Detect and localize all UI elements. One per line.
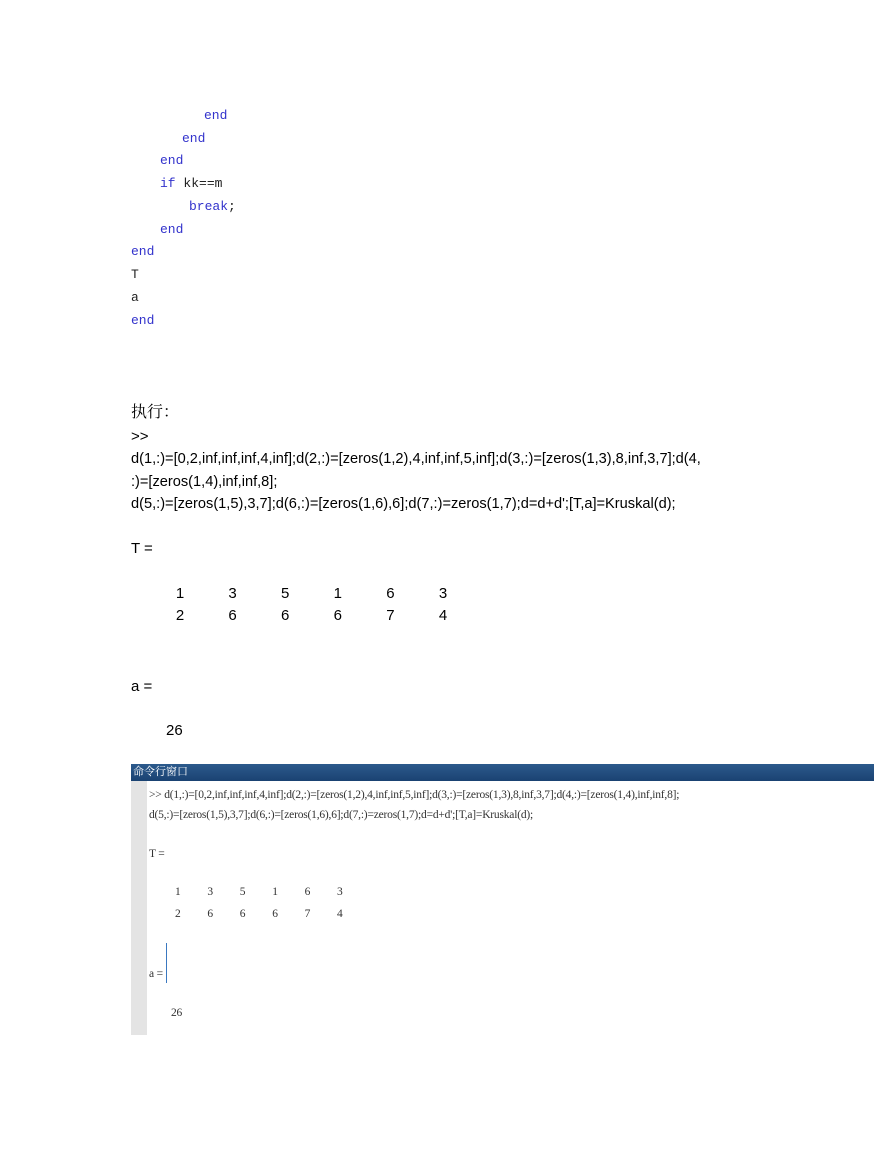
code-text: ; (228, 199, 236, 214)
code-text: T (131, 267, 139, 282)
code-line (182, 131, 205, 147)
code-line (131, 313, 154, 329)
command-line-3: d(5,:)=[zeros(1,5),3,7];d(6,:)=[zeros(1,6),6];d(7,:)=zeros(1,7);d=d+d';[T,a]=Kruskal(d); (131, 496, 676, 512)
matrix-cell: 1 (272, 886, 278, 898)
command-window-screenshot (131, 764, 874, 1035)
result-a-label: a = (131, 678, 153, 695)
matrix-cell: 4 (438, 607, 448, 624)
panel-t-label: T = (149, 848, 165, 860)
matrix-row (0, 607, 893, 627)
code-keyword: break (189, 199, 229, 214)
matrix-cell: 3 (337, 886, 343, 898)
code-line (131, 267, 139, 283)
code-keyword: end (160, 222, 184, 237)
matrix-cell: 3 (207, 886, 214, 898)
matrix-cell: 7 (304, 908, 311, 920)
code-text: a (131, 290, 139, 305)
code-keyword: end (160, 153, 184, 168)
code-line (131, 290, 139, 306)
prompt-marker: >> (131, 428, 149, 445)
matrix-cell: 6 (207, 908, 214, 920)
panel-command-line-2: d(5,:)=[zeros(1,5),3,7];d(6,:)=[zeros(1,6),6];d(7,:)=zeros(1,7);d=d+d';[T,a]=Kruskal(d); (149, 809, 534, 821)
code-text: kk==m (175, 176, 223, 191)
matrix-cell: 7 (386, 607, 395, 624)
matrix-cell: 6 (333, 607, 342, 624)
code-keyword: end (131, 244, 155, 259)
exec-label: 执行： (131, 402, 180, 421)
text-caret (166, 943, 167, 983)
code-keyword: end (131, 313, 155, 328)
panel-matrix-row (147, 908, 874, 924)
code-line (160, 176, 222, 192)
matrix-cell: 3 (228, 585, 237, 602)
result-t-matrix (0, 585, 893, 630)
command-window-title: 命令行窗口 (131, 764, 874, 781)
matrix-cell: 6 (281, 607, 290, 624)
panel-command-line-1: >> d(1,:)=[0,2,inf,inf,inf,4,inf];d(2,:)=[zeros(1,2),4,inf,inf,5,inf];d(3,:)=[zeros(1,3),8,inf,3,7];d(4,:)=[zeros(1,4),inf,inf,8]; (149, 789, 680, 801)
code-keyword: end (182, 131, 206, 146)
matrix-cell: 2 (175, 607, 185, 624)
matrix-cell: 4 (337, 908, 343, 920)
matrix-cell: 5 (239, 886, 246, 898)
matrix-cell: 1 (175, 886, 181, 898)
matrix-cell: 6 (386, 585, 395, 602)
matrix-cell: 1 (175, 585, 185, 602)
command-line-1: d(1,:)=[0,2,inf,inf,inf,4,inf];d(2,:)=[zeros(1,2),4,inf,inf,5,inf];d(3,:)=[zeros(1,3),8,inf,3,7];d(4, (131, 451, 701, 467)
code-line (131, 244, 154, 260)
command-window-gutter (131, 781, 147, 1035)
matrix-cell: 5 (281, 585, 290, 602)
matrix-cell: 6 (304, 886, 311, 898)
matrix-cell: 1 (333, 585, 342, 602)
code-line (160, 153, 183, 169)
matrix-cell: 3 (438, 585, 448, 602)
matrix-cell: 6 (228, 607, 237, 624)
matrix-row (0, 585, 893, 605)
code-keyword: end (204, 108, 228, 123)
command-line-2: :)=[zeros(1,4),inf,inf,8]; (131, 474, 278, 490)
command-window-body[interactable] (147, 781, 874, 1035)
code-listing (0, 0, 893, 340)
code-line (189, 199, 236, 215)
result-t-label: T = (131, 540, 153, 557)
matrix-cell: 6 (239, 908, 246, 920)
code-line (204, 108, 227, 124)
panel-a-label: a = (149, 968, 163, 980)
code-keyword: if (160, 176, 176, 191)
panel-matrix-row (147, 886, 874, 902)
matrix-cell: 2 (175, 908, 181, 920)
code-line (160, 222, 183, 238)
matrix-cell: 6 (272, 908, 278, 920)
panel-a-value: 26 (171, 1007, 183, 1019)
result-a-value: 26 (166, 722, 183, 739)
